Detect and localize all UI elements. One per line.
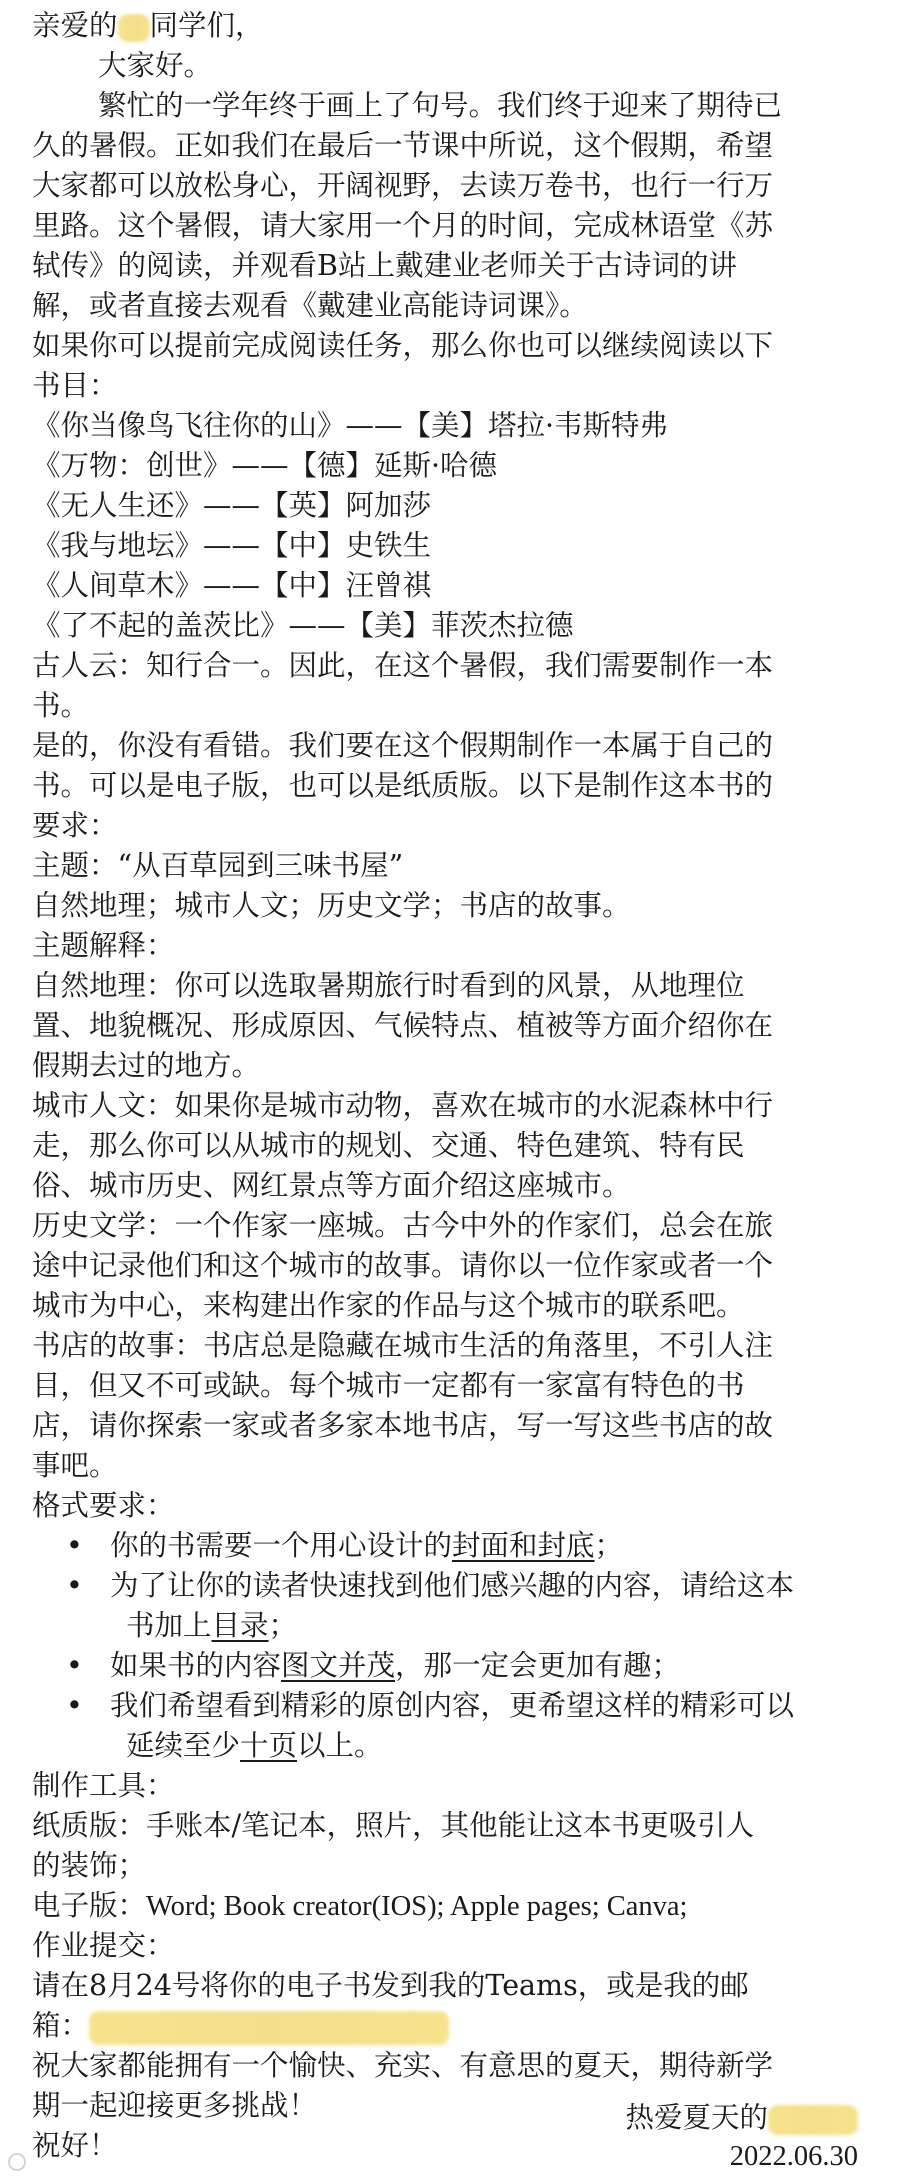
format-bullet: • 为了让你的读者快速找到他们感兴趣的内容，请给这本 <box>66 1566 794 1606</box>
history-line: 途中记录他们和这个城市的故事。请你以一位作家或者一个 <box>32 1249 774 1282</box>
redacted-email <box>89 2011 449 2045</box>
nature-line: 置、地貌概况、形成原因、气候特点、植被等方面介绍你在 <box>32 1009 774 1042</box>
salutation <box>32 6 264 46</box>
salutation-prefix: 亲爱的 <box>32 9 118 42</box>
paragraph-line: 古人云：知行合一。因此，在这个暑假，我们需要制作一本 <box>32 649 774 682</box>
paragraph-line: 里路。这个暑假，请大家用一个月的时间，完成林语堂《苏 <box>32 209 774 242</box>
paragraph-line: 久的暑假。正如我们在最后一节课中所说，这个假期，希望 <box>32 129 774 162</box>
paragraph-line: 轼传》的阅读，并观看B站上戴建业老师关于古诗词的讲 <box>32 249 737 282</box>
paper-line: 纸质版：手账本/笔记本，照片，其他能让这本书更吸引人 <box>32 1809 755 1842</box>
bullet-icon: • <box>66 1689 83 1722</box>
paper-line: 的装饰； <box>32 1849 147 1882</box>
paragraph-line: 是的，你没有看错。我们要在这个假期制作一本属于自己的 <box>32 729 774 762</box>
theme-topics: 自然地理；城市人文；历史文学；书店的故事。 <box>32 889 631 922</box>
wish-line: 祝大家都能拥有一个愉快、充实、有意思的夏天，期待新学 <box>32 2049 774 2082</box>
salutation-suffix: 同学们， <box>149 9 264 42</box>
book-list-item: 《你当像鸟飞往你的山》——【美】塔拉·韦斯特弗 <box>32 409 669 442</box>
nature-line: 假期去过的地方。 <box>32 1049 261 1082</box>
format-bullet: • 如果书的内容图文并茂，那一定会更加有趣； <box>66 1646 680 1686</box>
city-line: 城市人文：如果你是城市动物，喜欢在城市的水泥森林中行 <box>32 1089 774 1122</box>
submit-line: 请在8月24号将你的电子书发到我的Teams，或是我的邮 <box>32 1969 749 2002</box>
theme-explain-heading: 主题解释： <box>32 929 175 962</box>
bullet-icon: • <box>66 1569 83 1602</box>
paragraph-line: 解，或者直接去观看《戴建业高能诗词课》。 <box>32 289 588 322</box>
bookstore-line: 书店的故事：书店总是隐藏在城市生活的角落里，不引人注 <box>32 1329 774 1362</box>
signature: 热爱夏天的 <box>625 2098 858 2138</box>
format-bullet: • 你的书需要一个用心设计的封面和封底； <box>66 1526 623 1566</box>
redacted-class-name <box>118 14 150 42</box>
paragraph-line: 书。 <box>32 689 90 722</box>
paragraph-line: 书。可以是电子版，也可以是纸质版。以下是制作这本书的 <box>32 769 774 802</box>
book-list-item: 《人间草木》——【中】汪曾祺 <box>32 569 432 602</box>
bullet-icon: • <box>66 1649 83 1682</box>
digital-tools: Word; Book creator(IOS); Apple pages; Canva; <box>146 1891 688 1922</box>
letter-date: 2022.06.30 <box>729 2141 858 2172</box>
paragraph-line: 繁忙的一学年终于画上了句号。我们终于迎来了期待已 <box>98 89 783 122</box>
paragraph-line: 如果你可以提前完成阅读任务，那么你也可以继续阅读以下 <box>32 329 774 362</box>
paragraph-line: 要求： <box>32 809 118 842</box>
watermark-logo-icon <box>8 2153 26 2171</box>
paragraph-line: 大家都可以放松身心，开阔视野，去读万卷书，也行一行万 <box>32 169 774 202</box>
format-bullet: • 我们希望看到精彩的原创内容，更希望这样的精彩可以 <box>66 1686 794 1726</box>
book-list-item: 《了不起的盖茨比》——【美】菲茨杰拉德 <box>32 609 574 642</box>
bullet-icon: • <box>66 1529 83 1562</box>
bookstore-line: 事吧。 <box>32 1449 118 1482</box>
book-list-item: 《无人生还》——【英】阿加莎 <box>32 489 432 522</box>
history-line: 城市为中心，来构建出作家的作品与这个城市的联系吧。 <box>32 1289 745 1322</box>
watermark <box>8 2153 26 2171</box>
closing: 祝好！ <box>32 2129 118 2162</box>
format-heading: 格式要求： <box>32 1489 175 1522</box>
submit-heading: 作业提交： <box>32 1929 175 1962</box>
wish-line: 期一起迎接更多挑战！ <box>32 2089 318 2122</box>
bookstore-line: 目，但又不可或缺。每个城市一定都有一家富有特色的书 <box>32 1369 745 1402</box>
tools-heading: 制作工具： <box>32 1769 175 1802</box>
book-list-item: 《我与地坛》——【中】史铁生 <box>32 529 432 562</box>
book-list-item: 《万物：创世》——【德】延斯·哈德 <box>32 449 498 482</box>
format-bullet-continuation: 延续至少十页以上。 <box>126 1729 383 1762</box>
city-line: 俗、城市历史、网红景点等方面介绍这座城市。 <box>32 1169 631 1202</box>
greeting: 大家好。 <box>98 49 213 82</box>
submit-line: 箱： <box>32 2006 449 2046</box>
format-bullet-continuation: 书加上目录； <box>126 1609 298 1642</box>
bookstore-line: 店，请你探索一家或者多家本地书店，写一写这些书店的故 <box>32 1409 774 1442</box>
paragraph-line: 书目： <box>32 369 118 402</box>
city-line: 走，那么你可以从城市的规划、交通、特色建筑、特有民 <box>32 1129 745 1162</box>
digital-label: 电子版： <box>32 1889 147 1922</box>
nature-line: 自然地理：你可以选取暑期旅行时看到的风景，从地理位 <box>32 969 745 1002</box>
redacted-teacher-name <box>768 2105 858 2135</box>
history-line: 历史文学：一个作家一座城。古今中外的作家们，总会在旅 <box>32 1209 774 1242</box>
digital-line <box>32 1886 687 1927</box>
theme-line: 主题：“从百草园到三味书屋” <box>32 849 404 882</box>
